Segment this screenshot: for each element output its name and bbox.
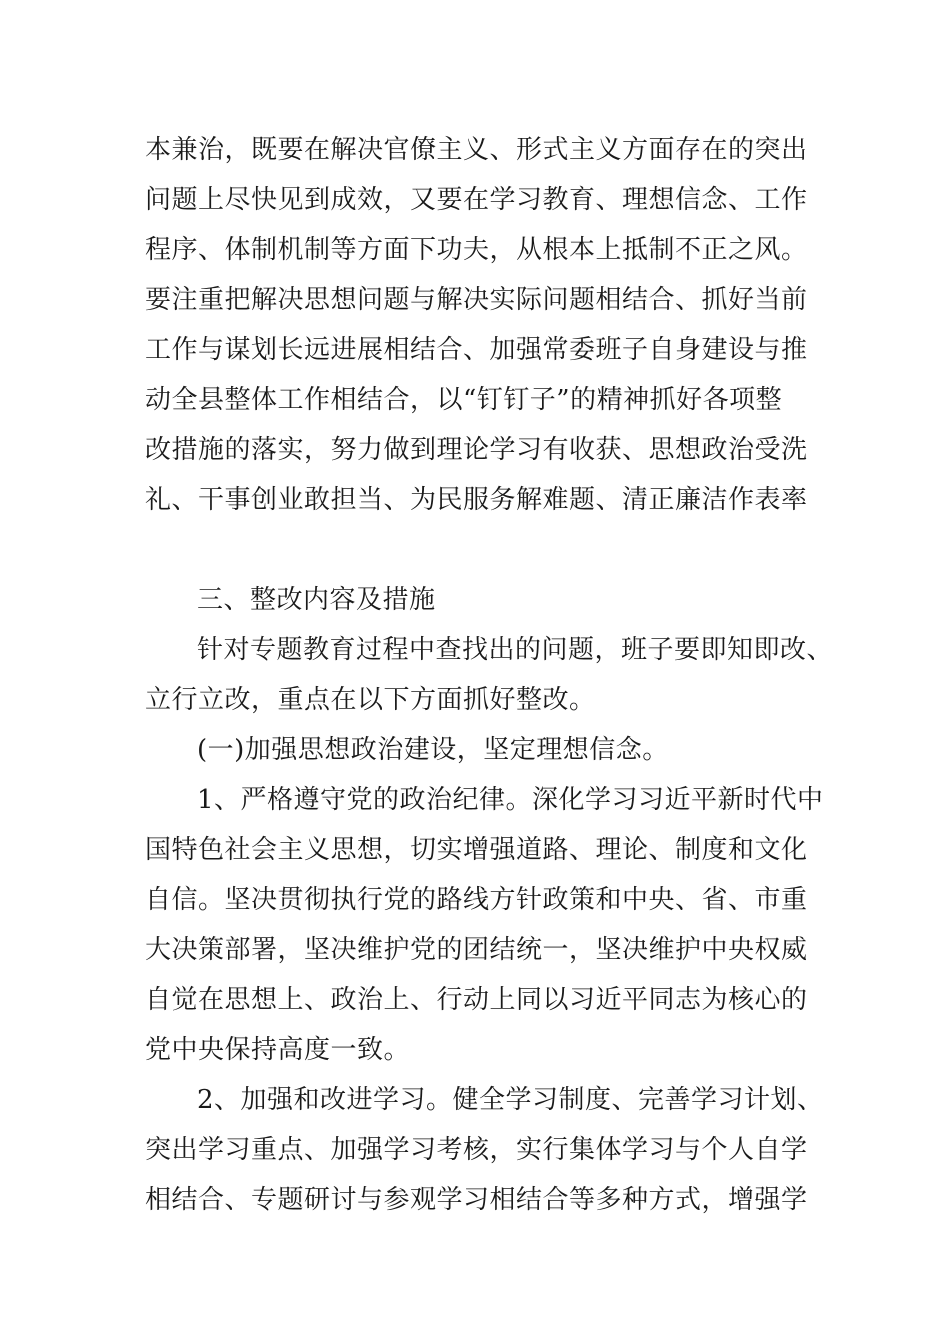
body-text-line: 动全县整体工作相结合，以“钉钉子”的精神抓好各项整 (145, 385, 783, 415)
body-text-line: 2、加强和改进学习。健全学习制度、完善学习计划、 (197, 1085, 824, 1115)
body-text-line: 自觉在思想上、政治上、行动上同以习近平同志为核心的 (145, 985, 808, 1015)
body-text-line: 针对专题教育过程中查找出的问题，班子要即知即改、 (197, 635, 834, 665)
body-text-line: 程序、体制机制等方面下功夫，从根本上抵制不正之风。 (145, 235, 808, 265)
body-text-line: 大决策部署，坚决维护党的团结统一，坚决维护中央权威 (145, 935, 808, 965)
body-text-line: 自信。坚决贯彻执行党的路线方针政策和中央、省、市重 (145, 885, 808, 915)
body-text-line: 1、严格遵守党的政治纪律。深化学习习近平新时代中 (197, 785, 824, 815)
body-text-line: 工作与谋划长远进展相结合、加强常委班子自身建设与推 (145, 335, 808, 365)
subsection-heading: (一)加强思想政治建设，坚定理想信念。 (197, 735, 669, 765)
body-text-line: 国特色社会主义思想，切实增强道路、理论、制度和文化 (145, 835, 808, 865)
body-text-line: 党中央保持高度一致。 (145, 1035, 411, 1065)
body-text-line: 改措施的落实，努力做到理论学习有收获、思想政治受洗 (145, 435, 808, 465)
body-text-line: 突出学习重点、加强学习考核，实行集体学习与个人自学 (145, 1135, 808, 1165)
body-text-line: 礼、干事创业敢担当、为民服务解难题、清正廉洁作表率 (145, 485, 808, 515)
body-text-line: 本兼治，既要在解决官僚主义、形式主义方面存在的突出 (145, 135, 808, 165)
section-heading: 三、整改内容及措施 (197, 585, 436, 615)
body-text-line: 问题上尽快见到成效，又要在学习教育、理想信念、工作 (145, 185, 808, 215)
body-text-line: 相结合、专题研讨与参观学习相结合等多种方式，增强学 (145, 1185, 808, 1215)
body-text-line: 立行立改，重点在以下方面抓好整改。 (145, 685, 596, 715)
body-text-line: 要注重把解决思想问题与解决实际问题相结合、抓好当前 (145, 285, 808, 315)
